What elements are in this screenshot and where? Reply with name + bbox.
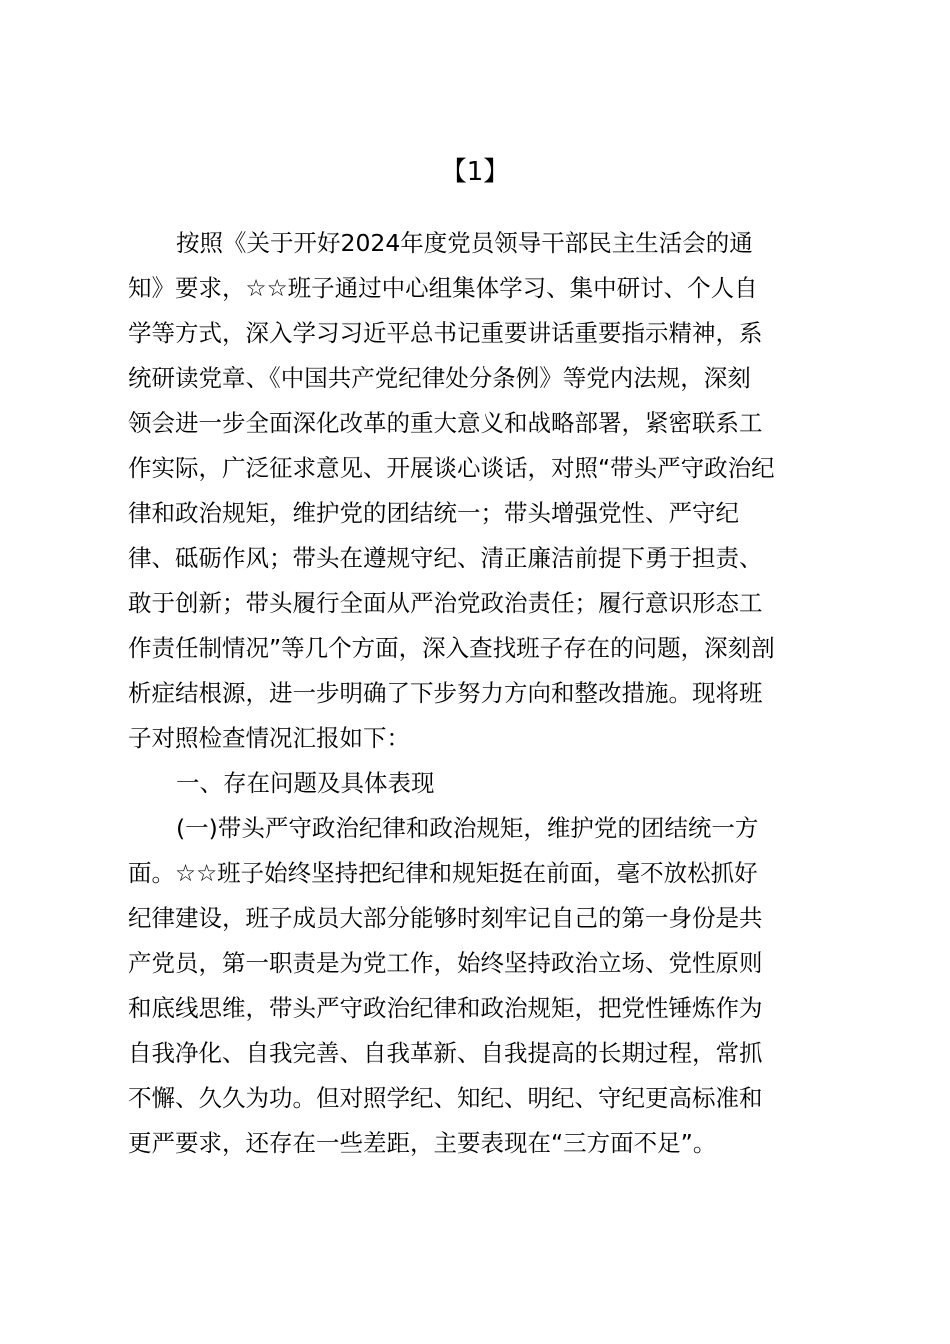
paragraph-line: 统研读党章、《中国共产党纪律处分条例》等党内法规，深刻 [128,364,751,392]
paragraph-line: 敢于创新；带头履行全面从严治党政治责任；履行意识形态工 [128,589,763,617]
paragraph-line: 面。☆☆班子始终坚持把纪律和规矩挺在前面，毫不放松抓好 [128,859,758,887]
paragraph-line: 知》要求，☆☆班子通过中心组集体学习、集中研讨、个人自 [128,274,758,302]
paragraph-line: 学等方式，深入学习习近平总书记重要讲话重要指示精神，系 [128,319,763,347]
paragraph-line: 自我净化、自我完善、自我革新、自我提高的长期过程，常抓 [128,1039,763,1067]
paragraph-line: 律和政治规矩，维护党的团结统一；带头增强党性、严守纪 [128,499,739,527]
paragraph-line: 析症结根源，进一步明确了下步努力方向和整改措施。现将班 [128,679,763,707]
paragraph-line: 纪律建设，班子成员大部分能够时刻牢记自己的第一身份是共 [128,904,763,932]
paragraph-line: 按照《关于开好2024年度党员领导干部民主生活会的通 [176,229,753,257]
paragraph-line: 不懈、久久为功。但对照学纪、知纪、明纪、守纪更高标准和 [128,1084,763,1112]
paragraph-line: 领会进一步全面深化改革的重大意义和战略部署，紧密联系工 [128,409,763,437]
paragraph-line: 子对照检查情况汇报如下： [128,724,410,752]
paragraph-line: 更严要求，还存在一些差距，主要表现在“三方面不足”。 [128,1129,717,1157]
document-title: 【1】 [440,157,510,187]
paragraph-line: 律、砥砺作风；带头在遵规守纪、清正廉洁前提下勇于担责、 [128,544,763,572]
paragraph-line: 产党员，第一职责是为党工作，始终坚持政治立场、党性原则 [128,949,763,977]
paragraph-line: 作实际，广泛征求意见、开展谈心谈话，对照“带头严守政治纪 [128,454,775,482]
section-heading: 一、存在问题及具体表现 [176,769,435,797]
paragraph-line: 作责任制情况”等几个方面，深入查找班子存在的问题，深刻剖 [128,634,775,662]
paragraph-line: 和底线思维，带头严守政治纪律和政治规矩，把党性锤炼作为 [128,994,763,1022]
paragraph-line: (一)带头严守政治纪律和政治规矩，维护党的团结统一方 [176,814,759,842]
